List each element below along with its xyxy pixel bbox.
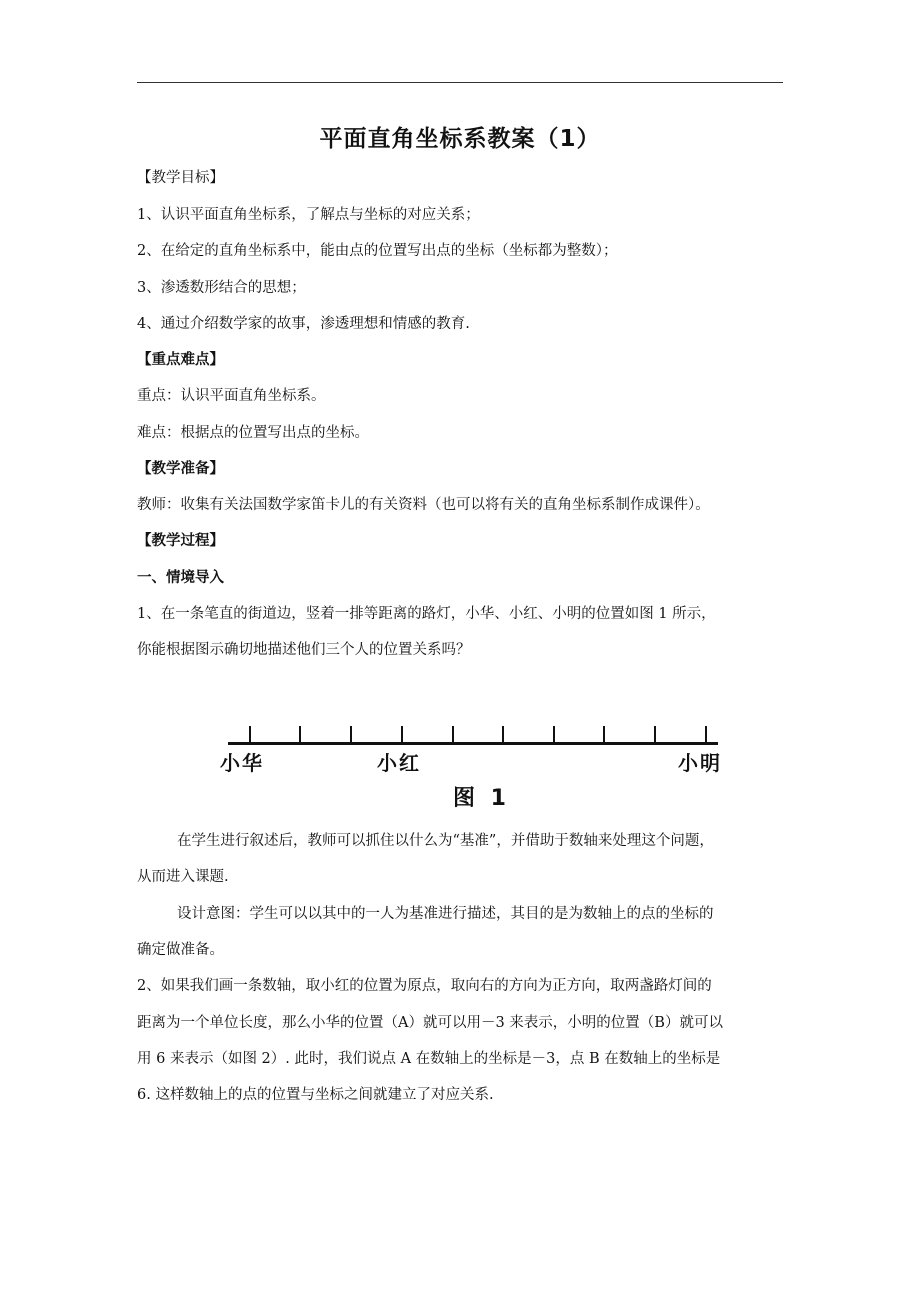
paragraph-line: 用 6 来表示（如图 2）. 此时，我们说点 A 在数轴上的坐标是－3，点 B 在数轴上的坐标是: [137, 1051, 721, 1067]
key-point-item: 难点：根据点的位置写出点的坐标。: [137, 425, 369, 441]
preparation-item: 教师：收集有关法国数学家笛卡儿的有关资料（也可以将有关的直角坐标系制作成课件）。: [137, 497, 710, 513]
header-rule: [137, 82, 783, 83]
lamp-tick: [401, 726, 403, 743]
figure-caption: 图 1: [453, 786, 510, 811]
paragraph-line: 6. 这样数轴上的点的位置与坐标之间就建立了对应关系.: [137, 1087, 494, 1103]
lamp-tick: [350, 726, 352, 743]
paragraph-line: 从而进入课题.: [137, 869, 229, 885]
paragraph-line: 你能根据图示确切地描述他们三个人的位置关系吗？: [137, 642, 471, 658]
lamp-tick: [502, 726, 504, 743]
document-title: 平面直角坐标系教案（1）: [319, 126, 601, 152]
lamp-tick: [705, 726, 707, 743]
label-xiaohong: 小红: [377, 751, 421, 775]
paragraph-line: 在学生进行叙述后，教师可以抓住以什么为“基准”，并借助于数轴来处理这个问题，: [177, 833, 714, 849]
section-heading-preparation: 【教学准备】: [137, 461, 224, 477]
street-line: [228, 742, 718, 745]
figure-1-number-line: [220, 715, 730, 815]
label-xiaohua: 小华: [220, 751, 264, 775]
objective-item: 4、通过介绍数学家的故事，渗透理想和情感的教育.: [137, 316, 470, 332]
section-heading-process: 【教学过程】: [137, 533, 224, 549]
objective-item: 2、在给定的直角坐标系中，能由点的位置写出点的坐标（坐标都为整数）；: [137, 243, 618, 259]
paragraph-line: 2、如果我们画一条数轴，取小红的位置为原点，取向右的方向为正方向，取两盏路灯间的: [137, 978, 712, 994]
paragraph-line: 1、在一条笔直的街道边，竖着一排等距离的路灯，小华、小红、小明的位置如图 1 所示，: [137, 606, 716, 622]
paragraph-line: 距离为一个单位长度，那么小华的位置（A）就可以用－3 来表示，小明的位置（B）就可以: [137, 1015, 723, 1031]
paragraph-line: 确定做准备。: [137, 942, 224, 958]
lamp-tick: [654, 726, 656, 743]
key-point-item: 重点：认识平面直角坐标系。: [137, 388, 326, 404]
objective-item: 1、认识平面直角坐标系，了解点与坐标的对应关系；: [137, 207, 480, 223]
lamp-tick: [603, 726, 605, 743]
objective-item: 3、渗透数形结合的思想；: [137, 280, 306, 296]
paragraph-line: 设计意图：学生可以以其中的一人为基准进行描述，其目的是为数轴上的点的坐标的: [177, 906, 714, 922]
lamp-tick: [249, 726, 251, 743]
lamp-tick: [299, 726, 301, 743]
section-heading-key-points: 【重点难点】: [137, 352, 224, 368]
section-heading-objectives: 【教学目标】: [137, 170, 224, 186]
label-xiaoming: 小明: [678, 751, 722, 775]
subheading-intro: 一、情境导入: [137, 570, 224, 586]
lamp-tick: [553, 726, 555, 743]
lamp-tick: [452, 726, 454, 743]
